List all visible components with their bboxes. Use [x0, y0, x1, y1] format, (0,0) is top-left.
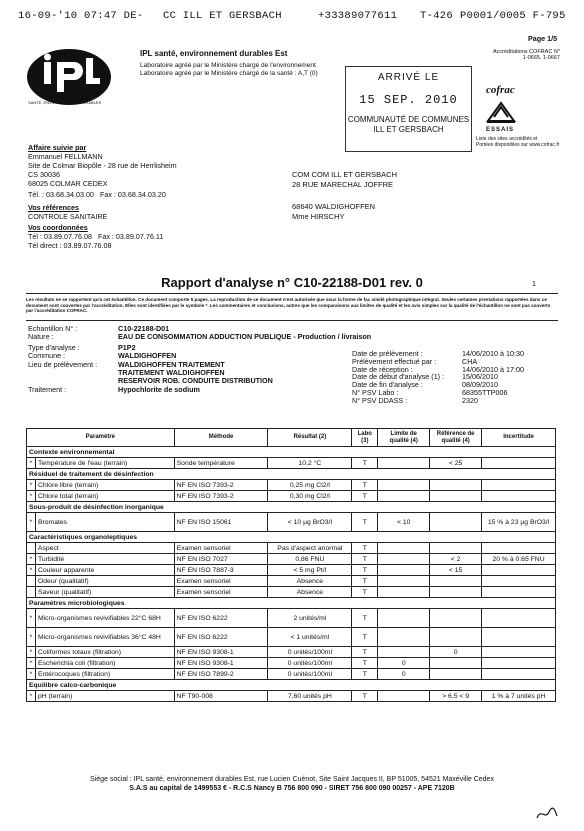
limite-cell [378, 609, 430, 628]
table-section-row [27, 598, 556, 609]
incertitude-cell [482, 491, 556, 502]
result-cell: Pas d'aspect anormal [268, 543, 352, 554]
param-cell: Micro-organismes revivifiables 22°C 68H [35, 609, 174, 628]
reference-cell: < 2 [430, 554, 482, 565]
fax-code: T-426 [420, 10, 454, 22]
table-row [27, 647, 556, 658]
labo-cell: T [352, 691, 378, 702]
accreditation-mark: * [27, 658, 36, 669]
sample-trait-value: Hypochlorite de sodium [118, 384, 200, 394]
method-cell: NF EN ISO 6222 [174, 609, 268, 628]
method-cell: NF EN ISO 7027 [174, 554, 268, 565]
sample-dprel-value: 14/06/2010 à 10:30 [462, 349, 524, 358]
limite-cell [378, 543, 430, 554]
recipient-line1: COM COM ILL ET GERSBACH [292, 170, 398, 179]
result-cell: 10,2 °C [268, 458, 352, 469]
sample-prelpar-label: Prélèvement effectué par : [352, 356, 437, 366]
method-cell: Sonde température [174, 458, 268, 469]
sample-drec-value: 14/06/2010 à 17:00 [462, 364, 524, 374]
incertitude-cell [482, 658, 556, 669]
recipient-line2: 28 RUE MARECHAL JOFFRE [292, 180, 393, 189]
stamp-org: COMMUNAUTÉ DE COMMUNES [347, 115, 470, 124]
sample-trait-label: Traitement : [28, 385, 67, 395]
result-cell: 0,86 FNU [268, 554, 352, 565]
sample-date-values [462, 350, 524, 405]
table-row [27, 513, 556, 532]
incertitude-cell [482, 647, 556, 658]
reference-cell [430, 480, 482, 491]
affaire-addr1: Site de Colmar Biopôle - 28 rue de Herrlisheim [28, 161, 177, 170]
fax-sender: CC ILL ET GERSBACH [163, 10, 282, 22]
affaire-fax: Fax : 03.68.34.03.20 [99, 190, 166, 199]
table-row [27, 491, 556, 502]
lab-line2: Laboratoire agréé par le Ministère chargé de la santé : A,T (0) [140, 70, 318, 77]
fax-phone: +33389077611 [318, 10, 398, 22]
reference-cell [430, 669, 482, 680]
param-cell: Chlore libre (terrain) [35, 480, 174, 491]
sample-drec-label: Date de réception : [352, 364, 413, 374]
table-header-row [27, 429, 556, 447]
result-cell: 0 unités/100ml [268, 658, 352, 669]
sample-ddeb-value: 15/06/2010 [462, 372, 498, 382]
refs-label: Vos références [28, 203, 80, 212]
stamp-org2: ILL ET GERSBACH [373, 125, 444, 134]
labo-cell: T [352, 669, 378, 680]
cofrac-emblem-icon [484, 99, 518, 130]
stamp-date: 15 SEP. 2010 [359, 93, 458, 107]
sample-ech-value: C10-22188-D01 [118, 324, 170, 333]
incertitude-cell [482, 565, 556, 576]
section-title: Résiduel de traitement de désinfection [27, 469, 556, 480]
coords-phone: Tél : 03.89.07.76.08 [28, 232, 92, 241]
result-cell: 0,25 mg Cl2/l [268, 480, 352, 491]
table-row [27, 565, 556, 576]
incertitude-cell: 15 % à 23 µg BrO3/l [482, 513, 556, 532]
param-cell: Turbidité [35, 554, 174, 565]
result-cell: 2 unités/ml [268, 609, 352, 628]
sample-psvddass-value: 2320 [462, 395, 478, 405]
table-row [27, 543, 556, 554]
table-section-row [27, 447, 556, 458]
limite-cell [378, 628, 430, 647]
sample-ddeb-label: Date de début d'analyse (1) : [352, 372, 445, 382]
param-cell: Escherichia coli (filtration) [35, 658, 174, 669]
incertitude-cell: 1 % à 7 unités pH [482, 691, 556, 702]
accreditation-label: Accréditations COFRAC N° [493, 49, 560, 55]
sample-lieu-label: Lieu de prélèvement : [28, 359, 98, 369]
signature-mark [535, 806, 559, 827]
labo-cell: T [352, 647, 378, 658]
sample-psvddass-label: N° PSV DDASS : [352, 395, 408, 405]
table-row [27, 458, 556, 469]
affaire-addr2: CS 30036 [28, 170, 60, 179]
table-section-row [27, 680, 556, 691]
accreditation-mark: * [27, 491, 36, 502]
affaire-addr3: 68025 COLMAR CEDEX [28, 179, 108, 188]
result-cell: 7,60 unités pH [268, 691, 352, 702]
result-cell: Absence [268, 587, 352, 598]
result-cell: < 5 mg Pt/l [268, 565, 352, 576]
accreditation-mark: * [27, 691, 36, 702]
sample-lieu-value2: TRAITEMENT WALDIGHOFFEN [118, 368, 225, 378]
labo-cell: T [352, 554, 378, 565]
result-cell: < 10 µg BrO3/l [268, 513, 352, 532]
accreditation-mark: * [27, 554, 36, 565]
limite-cell [378, 458, 430, 469]
coords-fax: Fax : 03.89.07.76.11 [97, 232, 164, 241]
table-row [27, 609, 556, 628]
reference-cell [430, 576, 482, 587]
table-row [27, 628, 556, 647]
table-row [27, 587, 556, 598]
recipient-line4: Mme HIRSCHY [292, 212, 345, 221]
sample-nature-value: EAU DE CONSOMMATION ADDUCTION PUBLIQUE - Production / livraison [118, 332, 372, 342]
fax-datetime: 16-09-'10 07:47 DE- [18, 10, 144, 22]
footer-line1: Siège social : IPL santé, environnement durables Est, rue Lucien Cuénot, Site Saint Jacques II, BP 51005, 54521 Maxéville Cedex [90, 776, 494, 783]
param-cell: pH (terrain) [35, 691, 174, 702]
table-row [27, 554, 556, 565]
method-cell: NF T90-008 [174, 691, 268, 702]
method-cell: NF EN ISO 15061 [174, 513, 268, 532]
incertitude-cell [482, 609, 556, 628]
section-title: Paramètres microbiologiques [27, 598, 556, 609]
incertitude-cell [482, 543, 556, 554]
table-section-row [27, 469, 556, 480]
labo-cell: T [352, 513, 378, 532]
limite-cell [378, 647, 430, 658]
section-title: Caractéristiques organoleptiques [27, 532, 556, 543]
reference-cell: 0 [430, 647, 482, 658]
accreditation-mark: * [27, 647, 36, 658]
logo-subtext: SANTÉ, ENVIRONNEMENT DURABLES [28, 100, 102, 105]
coords-label: Vos coordonnées [28, 223, 88, 232]
method-cell: NF EN ISO 7393-2 [174, 480, 268, 491]
cofrac-sites-pre: Liste des sites accrédités et [476, 136, 538, 142]
table-row [27, 658, 556, 669]
limite-cell: 0 [378, 658, 430, 669]
reference-cell: < 25 [430, 458, 482, 469]
result-cell: 0,30 mg Cl2/l [268, 491, 352, 502]
labo-cell: T [352, 480, 378, 491]
accreditation-mark [27, 587, 36, 598]
cofrac-sites-text: Portées disponibles sur www.cofrac.fr [476, 142, 560, 148]
header-parametre: Paramètre [27, 429, 175, 447]
accreditation-mark [27, 543, 36, 554]
reference-cell [430, 543, 482, 554]
method-cell: Examen sensoriel [174, 543, 268, 554]
page-number: Page 1/5 [528, 34, 558, 43]
method-cell: NF EN ISO 7899-2 [174, 669, 268, 680]
method-cell: NF EN ISO 6222 [174, 628, 268, 647]
header-methode: Méthode [174, 429, 268, 447]
accreditation-mark: * [27, 628, 36, 647]
param-cell: Bromates [35, 513, 174, 532]
cofrac-logo: cofrac [486, 84, 515, 96]
reference-cell [430, 609, 482, 628]
recipient-block [292, 170, 397, 222]
sample-lieu-value1: WALDIGHOFFEN TRAITEMENT [118, 359, 225, 369]
accreditation-mark [27, 576, 36, 587]
results-table [26, 428, 556, 702]
contact-block [28, 143, 177, 250]
header-resultat: Résultat (2) [268, 429, 352, 447]
param-cell: Micro-organismes revivifiables 36°C 48H [35, 628, 174, 647]
table-row [27, 480, 556, 491]
labo-cell: T [352, 628, 378, 647]
received-stamp [345, 66, 472, 152]
sample-dprel-label: Date de prélèvement : [352, 349, 423, 358]
limite-cell [378, 565, 430, 576]
incertitude-cell [482, 576, 556, 587]
accreditation-text [470, 49, 560, 61]
table-row [27, 576, 556, 587]
limite-cell: < 10 [378, 513, 430, 532]
footer [0, 775, 584, 793]
header-reference: Référence de qualité (4) [430, 429, 482, 447]
table-section-row [27, 502, 556, 513]
incertitude-cell [482, 480, 556, 491]
reference-cell [430, 628, 482, 647]
header-incertitude: Incertitude [482, 429, 556, 447]
fax-pages: P0001/0005 F-795 [460, 10, 566, 22]
sample-dfin-value: 08/09/2010 [462, 380, 498, 390]
accreditation-mark: * [27, 480, 36, 491]
reference-cell [430, 587, 482, 598]
param-cell: Température de l'eau (terrain) [35, 458, 174, 469]
labo-cell: T [352, 576, 378, 587]
sample-nature-label: Nature : [28, 332, 54, 342]
method-cell: Examen sensoriel [174, 587, 268, 598]
labo-cell: T [352, 491, 378, 502]
stamp-label: ARRIVÉ LE [377, 72, 440, 83]
sample-labels [28, 325, 97, 394]
accreditation-mark: * [27, 513, 36, 532]
limite-cell [378, 480, 430, 491]
labo-cell: T [352, 609, 378, 628]
param-cell: Coliformes totaux (filtration) [35, 647, 174, 658]
labo-cell: T [352, 587, 378, 598]
coords-direct: Tél direct : 03.89.07.76.08 [28, 241, 112, 250]
reference-cell [430, 491, 482, 502]
method-cell: NF EN ISO 9308-1 [174, 658, 268, 669]
param-cell: Chlore total (terrain) [35, 491, 174, 502]
reference-cell [430, 658, 482, 669]
method-cell: NF EN ISO 7887-3 [174, 565, 268, 576]
footer-line2: S.A.S au capital de 1499553 € - R.C.S Nancy B 756 800 090 - SIRET 756 800 090 00257 - APE 7120B [129, 785, 455, 792]
refs-value: CONTROLE SANITAIRE [28, 212, 108, 221]
incertitude-cell [482, 458, 556, 469]
affaire-name: Emmanuel FELLMANN [28, 152, 103, 161]
incertitude-cell [482, 628, 556, 647]
sample-commune-value: WALDIGHOFFEN [118, 351, 177, 361]
labo-cell: T [352, 543, 378, 554]
incertitude-cell [482, 587, 556, 598]
result-cell: Absence [268, 576, 352, 587]
lab-line1: Laboratoire agréé par le Ministère chargé de l'environnement [140, 62, 316, 69]
sample-date-labels [352, 350, 444, 405]
table-row [27, 669, 556, 680]
reference-cell [430, 513, 482, 532]
sample-prelpar-value: CHA [462, 356, 478, 366]
section-title: Sous-produit de désinfection inorganique [27, 502, 556, 513]
section-title: Equilibre calco-carbonique [27, 680, 556, 691]
reference-cell: > 6,5 < 9 [430, 691, 482, 702]
cofrac-sites [476, 136, 560, 148]
param-cell: Aspect [35, 543, 174, 554]
lab-name: IPL santé, environnement durables Est [140, 49, 288, 58]
header-labo: Labo (3) [352, 429, 378, 447]
param-cell: Entérocoques (filtration) [35, 669, 174, 680]
affaire-label: Affaire suivie par [28, 143, 87, 152]
method-cell: Examen sensoriel [174, 576, 268, 587]
result-cell: < 1 unités/ml [268, 628, 352, 647]
table-section-row [27, 532, 556, 543]
coords-phones [28, 232, 177, 241]
limite-cell [378, 491, 430, 502]
accreditation-mark: * [27, 458, 36, 469]
affaire-phones [28, 190, 177, 199]
report-title: Rapport d'analyse n° C10-22188-D01 rev. 0 [161, 275, 423, 290]
accreditation-mark: * [27, 565, 36, 576]
affaire-phone: Tél. : 03.68.34.03.00 [28, 190, 94, 199]
recipient-line3: 68640 WALDIGHOFFEN [292, 202, 376, 211]
disclaimer: Les résultats ne se rapportent qu'à cet échantillon. Ce document comporte 5 pages. La reproduction de ce document n'est autorisée que sous la forme de fac similé photographique intégral. Seules certaines prestations rapportées dans ce document sont couvertes par l'accréditation. Elles sont identifiées par le symbole *. Les commentaires et conclusions, autres que les comparaisons aux limites de qualité et les avis simples sur la qualité de l'échantillon ne sont pas couverts par l'accréditation COFRAC. [26, 297, 551, 314]
labo-cell: T [352, 658, 378, 669]
labo-cell: T [352, 565, 378, 576]
cofrac-essais: ESSAIS [486, 127, 515, 133]
incertitude-cell [482, 669, 556, 680]
table-row [27, 691, 556, 702]
reference-cell: < 15 [430, 565, 482, 576]
sample-psvlab-value: 68355TTP006 [462, 387, 508, 397]
sample-ech-label: Echantillon N° : [28, 324, 78, 333]
title-rule [26, 293, 558, 294]
result-cell: 0 unités/100ml [268, 647, 352, 658]
labo-cell: T [352, 458, 378, 469]
sample-type-label: Type d'analyse : [28, 342, 80, 352]
param-cell: Couleur apparente [35, 565, 174, 576]
limite-cell: 0 [378, 669, 430, 680]
sample-psvlab-label: N° PSV Labo : [352, 387, 399, 397]
result-cell: 0 unités/100ml [268, 669, 352, 680]
accreditation-numbers: 1-0665, 1-0667 [522, 55, 560, 61]
method-cell: NF EN ISO 7393-2 [174, 491, 268, 502]
incertitude-cell: 20 % à 0.65 FNU [482, 554, 556, 565]
sample-type-value: P1P2 [118, 342, 136, 352]
param-cell: Saveur (qualitatif) [35, 587, 174, 598]
header-limite: Limite de qualité (4) [378, 429, 430, 447]
limite-cell [378, 691, 430, 702]
sample-dfin-label: Date de fin d'analyse : [352, 380, 423, 390]
sample-commune-label: Commune : [28, 351, 66, 361]
sample-values [118, 325, 371, 394]
accreditation-mark: * [27, 609, 36, 628]
disclaimer-rule [26, 320, 558, 321]
limite-cell [378, 554, 430, 565]
method-cell: NF EN ISO 9308-1 [174, 647, 268, 658]
limite-cell [378, 587, 430, 598]
accreditation-mark: * [27, 669, 36, 680]
section-title: Contexte environnemental [27, 447, 556, 458]
report-mark: 1 [532, 279, 536, 288]
sample-lieu-value3: RESERVOIR ROB. CONDUITE DISTRIBUTION [118, 376, 273, 386]
param-cell: Odeur (qualitatif) [35, 576, 174, 587]
limite-cell [378, 576, 430, 587]
